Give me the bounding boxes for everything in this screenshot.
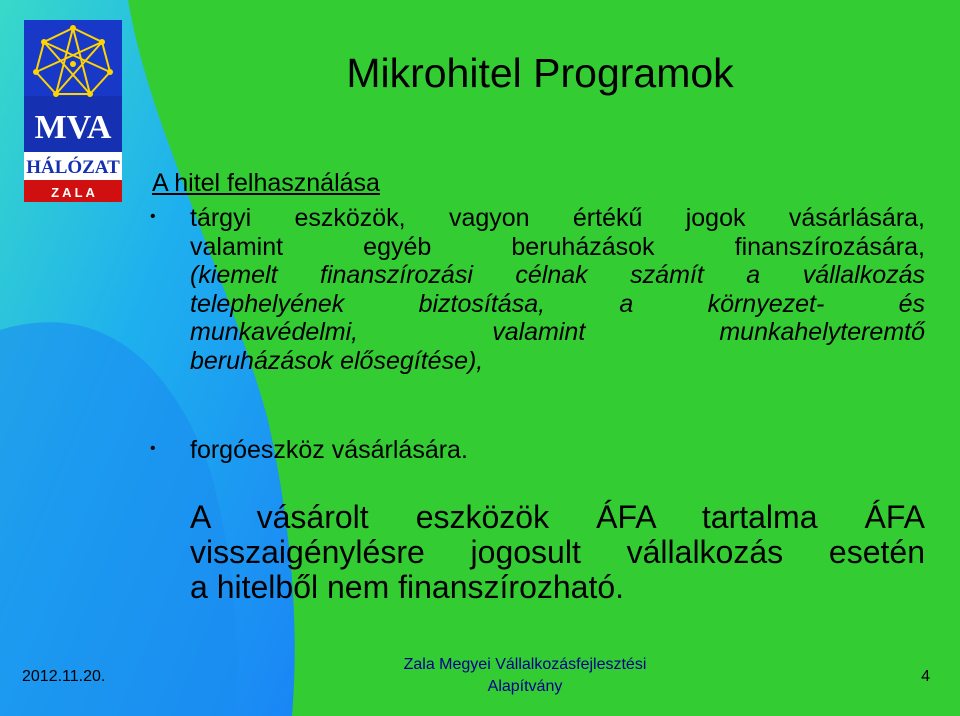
bullet-1-line-3: (kiemelt finanszírozási célnak számít a vállalkozás (190, 261, 925, 289)
footer-org-line-2: Alapítvány (487, 678, 563, 695)
note-line-1: A vásárolt eszközök ÁFA tartalma ÁFA (190, 499, 925, 535)
slide-title: Mikrohitel Programok (346, 50, 734, 96)
bullet-item-2 (190, 436, 925, 465)
logo-network-text: HÁLÓZAT (26, 157, 120, 178)
section-subtitle: A hitel felhasználása (152, 169, 380, 197)
note-line-3: a hitelből nem finanszírozható. (190, 569, 625, 605)
footer-date: 2012.11.20. (22, 668, 106, 685)
mva-halozat-zala-logo (24, 20, 122, 202)
note-line-2: visszaigénylésre jogosult vállalkozás esetén (190, 534, 925, 570)
bullet-1-line-4: telephelyének biztosítása, a környezet- és (190, 289, 925, 318)
page-number: 4 (921, 668, 930, 685)
bullet-marker: • (150, 440, 156, 457)
footer-organization (360, 654, 690, 698)
bullet-1-line-6: beruházások elősegítése), (190, 346, 484, 375)
bullet-1-line-5: munkavédelmi, valamint munkahelyteremtő (190, 318, 925, 346)
bullet-2-line-1: forgóeszköz vásárlására. (190, 436, 468, 464)
bullet-1-line-2: valamint egyéb beruházások finanszírozására, (190, 232, 925, 261)
bullet-marker: • (150, 208, 156, 225)
footer-org-line-1: Zala Megyei Vállalkozásfejlesztési (403, 656, 647, 673)
logo-region-text: Z A L A (51, 185, 95, 200)
bullet-item-1 (190, 204, 925, 375)
bullet-1-line-1: tárgyi eszközök, vagyon értékű jogok vásárlására, (190, 204, 925, 232)
vat-note (190, 500, 925, 605)
logo-brand-text: MVA (34, 109, 112, 146)
